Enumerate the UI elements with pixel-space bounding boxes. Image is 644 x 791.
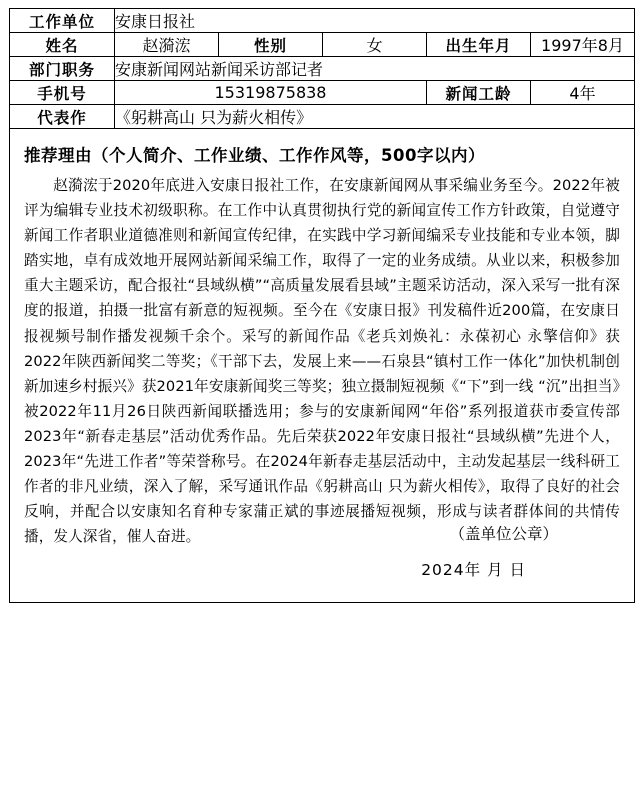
unit-value: 安康日报社 <box>115 9 635 33</box>
table-row-name-sex-birth <box>10 33 635 57</box>
recommendation-reason-title: 推荐理由（个人简介、工作业绩、工作作风等，500字以内） <box>24 146 485 165</box>
table-row-phone-worklength <box>10 81 635 105</box>
table-row-department <box>10 57 635 81</box>
phone-label: 手机号 <box>10 81 115 105</box>
phone-value: 15319875838 <box>115 81 427 105</box>
department-value: 安康新闻网站新闻采访部记者 <box>115 57 635 81</box>
table-row-representative-works <box>10 105 635 129</box>
recommendation-reason-section <box>9 129 635 603</box>
name-label: 姓名 <box>10 33 115 57</box>
birth-label: 出生年月 <box>427 33 531 57</box>
department-label: 部门职务 <box>10 57 115 81</box>
table-row-unit <box>10 9 635 33</box>
seal-note: （盖单位公章） <box>449 525 558 543</box>
works-label: 代表作 <box>10 105 115 129</box>
name-value: 赵漪浤 <box>115 33 219 57</box>
sex-label: 性别 <box>219 33 323 57</box>
sex-value: 女 <box>323 33 427 57</box>
work-length-value: 4年 <box>531 81 635 105</box>
works-value: 《躬耕高山 只为薪火相传》 <box>115 105 635 129</box>
work-length-label: 新闻工龄 <box>427 81 531 105</box>
recommendation-reason-body: 赵漪浤于2020年底进入安康日报社工作，在安康新闻网从事采编业务至今。2022年被评为编辑专业技术初级职称。在工作中认真贯彻执行党的新闻宣传工作方针政策，自觉遵守新闻工作者职业道德准则和新闻宣传纪律，在实践中学习新闻编采专业技能和专业本领，脚踏实地，卓有成效地开展网站新闻采编工作，取得了一定的业务成绩。从业以来，积极参加重大主题采访，配合报社“县域纵横”“高质量发展看县域”主题采访活动，深入采写一批有深度的报道，拍摄一批富有新意的短视频。至今在《安康日报》刊发稿件近200篇，在安康日报视频号制作播发视频千余个。采写的新闻作品《老兵刘焕礼：永葆初心 永擎信仰》获2022年陕西新闻奖二等奖；《干部下去，发展上来——石泉县“镇村工作一体化”加快机制创新加速乡村振兴》获2021年安康新闻奖三等奖；独立摄制短视频《“下”到一线 “沉”出担当》被2022年11月26日陕西新闻联播选用；参与的安康新闻网“年俗”系列报道获市委宣传部2023年“新春走基层”活动优秀作品。先后荣获2022年安康日报社“县域纵横”先进个人，2023年“先进工作者”等荣誉称号。在2024年新春走基层活动中，主动发起基层一线科研工作者的非凡业绩，深入了解，采写通讯作品《躬耕高山 只为薪火相传》，取得了良好的社会反响，并配合以安康知名育种专家蒲正斌的事迹展播短视频，形成与读者群体间的共情传播，发人深省，催人奋进。 <box>24 177 620 546</box>
unit-label: 工作单位 <box>10 9 115 33</box>
birth-value: 1997年8月 <box>531 33 635 57</box>
date-line: 2024年 月 日 <box>421 561 526 579</box>
applicant-info-table <box>9 8 635 129</box>
